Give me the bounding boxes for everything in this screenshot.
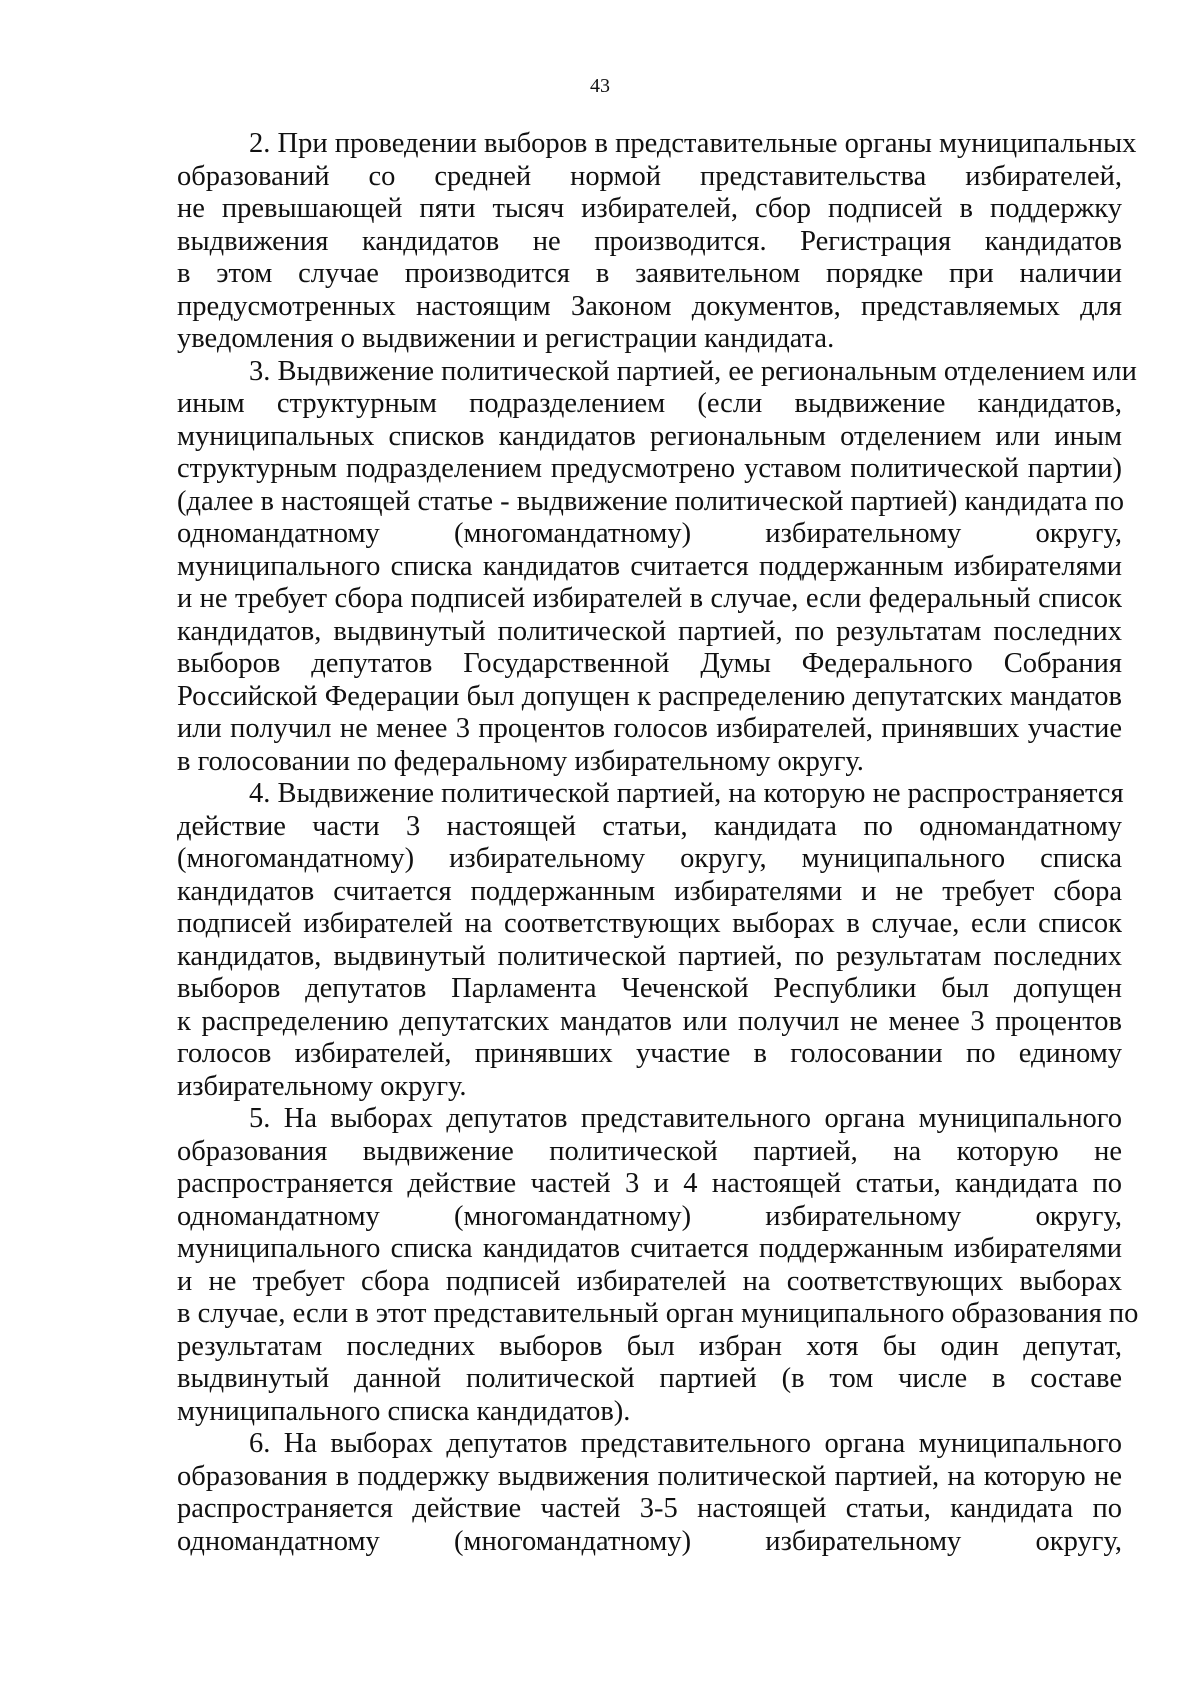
paragraph-2	[177, 128, 1137, 356]
paragraph-line: иным структурным подразделением (если выдвижение кандидатов,	[177, 388, 1122, 419]
paragraph-line: одномандатному (многомандатному) избирательному округу,	[177, 518, 1122, 549]
paragraph-5	[177, 1103, 1139, 1428]
paragraph-line: распространяется действие частей 3 и 4 настоящей статьи, кандидата по	[177, 1168, 1122, 1199]
paragraph-line: и не требует сбора подписей избирателей на соответствующих выборах	[177, 1265, 1122, 1297]
paragraph-line: подписей избирателей на соответствующих выборах в случае, если список	[177, 908, 1122, 939]
paragraph-line: выборов депутатов Парламента Чеченской Республики был допущен	[177, 973, 1122, 1004]
paragraph-line: в случае, если в этот представительный орган муниципального образования по	[177, 1298, 1139, 1329]
paragraph-3	[177, 355, 1137, 779]
paragraph-line: 2. При проведении выборов в представительные органы муниципальных	[249, 128, 1137, 159]
paragraph-line: выборов депутатов Государственной Думы Федерального Собрания	[177, 648, 1122, 679]
paragraph-line: действие части 3 настоящей статьи, кандидата по одномандатному	[177, 810, 1122, 842]
paragraph-line: результатам последних выборов был избран хотя бы один депутат,	[177, 1330, 1122, 1362]
paragraph-line: структурным подразделением предусмотрено уставом политической партии)	[177, 453, 1122, 484]
paragraph-line: муниципального списка кандидатов).	[177, 1395, 631, 1427]
document-body	[177, 128, 1139, 1558]
paragraph-line: 3. Выдвижение политической партией, ее региональным отделением или	[249, 355, 1137, 387]
paragraph-line: образования выдвижение политической партией, на которую не	[177, 1135, 1122, 1167]
paragraph-line: уведомления о выдвижении и регистрации кандидата.	[177, 323, 835, 354]
paragraph-line: в голосовании по федеральному избирательному округу.	[177, 745, 864, 777]
paragraph-line: избирательному округу.	[177, 1070, 467, 1102]
paragraph-line: 6. На выборах депутатов представительного органа муниципального	[249, 1428, 1122, 1459]
paragraph-line: одномандатному (многомандатному) избирательному округу,	[177, 1200, 1122, 1232]
paragraph-line: голосов избирателей, принявших участие в голосовании по единому	[177, 1038, 1122, 1069]
paragraph-line: муниципальных списков кандидатов региональным отделением или иным	[177, 420, 1122, 452]
paragraph-line: или получил не менее 3 процентов голосов избирателей, принявших участие	[177, 713, 1122, 744]
paragraph-line: одномандатному (многомандатному) избирательному округу,	[177, 1525, 1122, 1557]
paragraph-line: кандидатов, выдвинутый политической партией, по результатам последних	[177, 940, 1122, 972]
paragraph-line: (многомандатному) избирательному округу, муниципального списка	[177, 843, 1122, 874]
paragraph-line: муниципального списка кандидатов считается поддержанным избирателями	[177, 550, 1122, 582]
paragraph-line: выдвижения кандидатов не производится. Регистрация кандидатов	[177, 225, 1122, 257]
paragraph-line: Российской Федерации был допущен к распределению депутатских мандатов	[177, 680, 1122, 712]
paragraph-line: кандидатов считается поддержанным избирателями и не требует сбора	[177, 875, 1122, 907]
paragraph-line: кандидатов, выдвинутый политической партией, по результатам последних	[177, 615, 1122, 647]
paragraph-line: к распределению депутатских мандатов или получил не менее 3 процентов	[177, 1005, 1122, 1037]
paragraph-line: распространяется действие частей 3-5 настоящей статьи, кандидата по	[177, 1493, 1122, 1524]
paragraph-line: (далее в настоящей статье - выдвижение политической партией) кандидата по	[177, 485, 1125, 517]
paragraph-line: в этом случае производится в заявительном порядке при наличии	[177, 258, 1122, 289]
paragraph-line: 5. На выборах депутатов представительного органа муниципального	[249, 1103, 1122, 1134]
paragraph-line: и не требует сбора подписей избирателей в случае, если федеральный список	[177, 583, 1122, 614]
paragraph-line: 4. Выдвижение политической партией, на которую не распространяется	[249, 778, 1124, 809]
paragraph-line: образования в поддержку выдвижения политической партией, на которую не	[177, 1460, 1122, 1492]
paragraph-line: предусмотренных настоящим Законом документов, представляемых для	[177, 290, 1122, 322]
paragraph-line: муниципального списка кандидатов считается поддержанным избирателями	[177, 1233, 1122, 1264]
paragraph-line: образований со средней нормой представительства избирателей,	[177, 160, 1122, 192]
page-number: 43	[590, 75, 610, 97]
paragraph-6	[177, 1428, 1122, 1558]
paragraph-line: не превышающей пяти тысяч избирателей, сбор подписей в поддержку	[177, 193, 1122, 224]
paragraph-line: выдвинутый данной политической партией (в том числе в составе	[177, 1363, 1122, 1394]
paragraph-4	[177, 778, 1122, 1103]
